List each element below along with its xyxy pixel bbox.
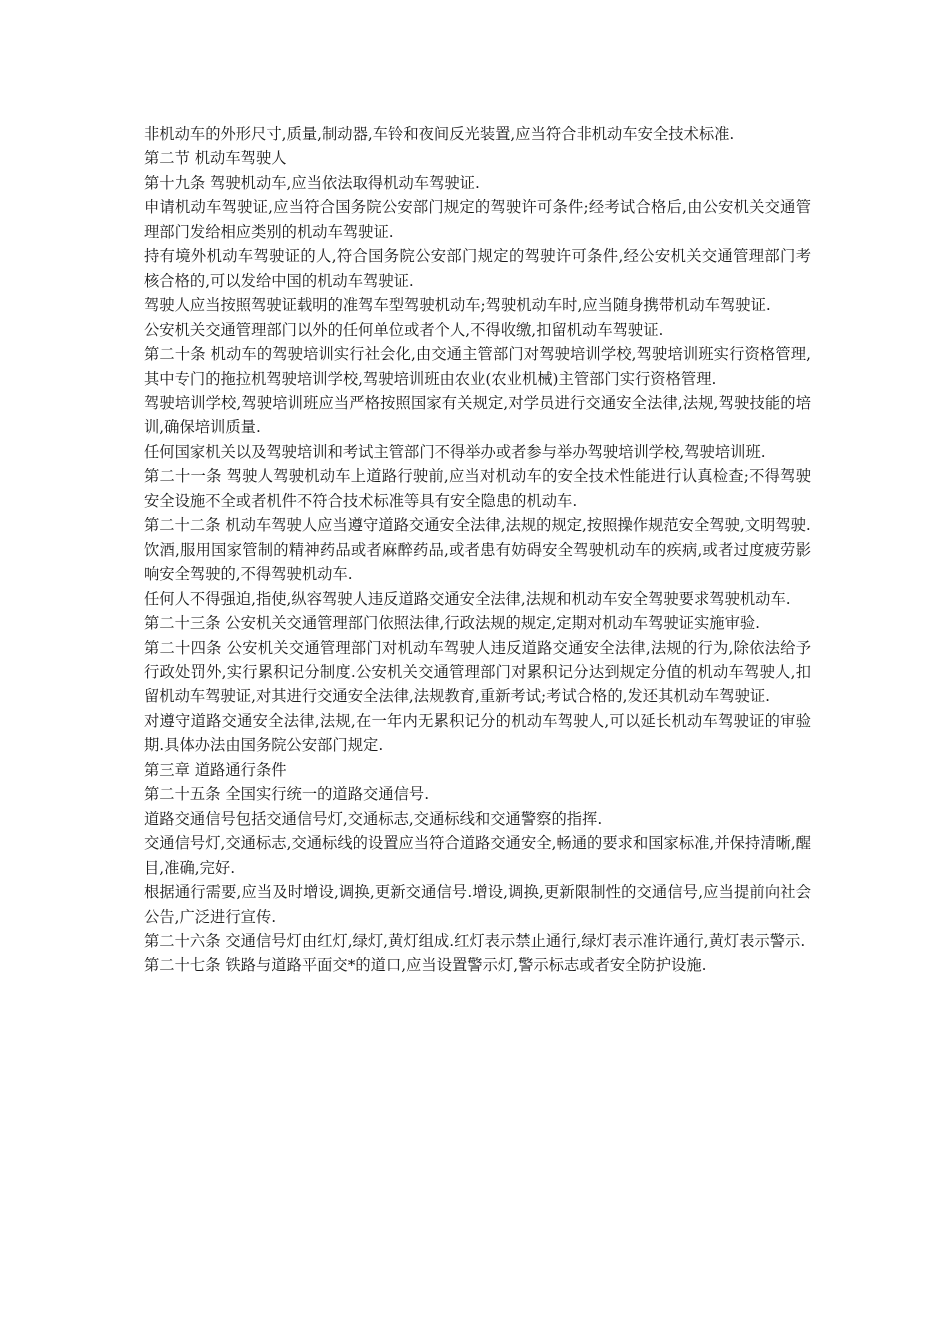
- article-paragraph: 第二十三条 公安机关交通管理部门依照法律,行政法规的规定,定期对机动车驾驶证实施审验.: [144, 614, 761, 633]
- paragraph: 对遵守道路交通安全法律,法规,在一年内无累积记分的机动车驾驶人,可以延长机动车驾驶证的审验期.具体办法由国务院公安部门规定.: [144, 711, 811, 755]
- paragraph: 饮酒,服用国家管制的精神药品或者麻醉药品,或者患有妨碍安全驾驶机动车的疾病,或者过度疲劳影响安全驾驶的,不得驾驶机动车.: [144, 540, 811, 584]
- paragraph: 持有境外机动车驾驶证的人,符合国务院公安部门规定的驾驶许可条件,经公安机关交通管理部门考核合格的,可以发给中国的机动车驾驶证.: [144, 247, 811, 290]
- article-paragraph: 第二十四条 公安机关交通管理部门对机动车驾驶人违反道路交通安全法律,法规的行为,除依法给予行政处罚外,实行累积记分制度.公安机关交通管理部门对累积记分达到规定分值的机动车驾驶人,扣留机动车驾驶证,对其进行交通安全法律,法规教育,重新考试;考试合格的,发还其机动车驾驶证.: [144, 638, 811, 706]
- article-paragraph: 第二十二条 机动车驾驶人应当遵守道路交通安全法律,法规的规定,按照操作规范安全驾驶,文明驾驶.: [144, 516, 811, 535]
- article-paragraph: 第二十一条 驾驶人驾驶机动车上道路行驶前,应当对机动车的安全技术性能进行认真检查;不得驾驶安全设施不全或者机件不符合技术标准等具有安全隐患的机动车.: [144, 467, 811, 510]
- paragraph: 非机动车的外形尺寸,质量,制动器,车铃和夜间反光装置,应当符合非机动车安全技术标准.: [144, 125, 735, 143]
- paragraph: 任何国家机关以及驾驶培训和考试主管部门不得举办或者参与举办驾驶培训学校,驾驶培训班.: [144, 442, 766, 461]
- paragraph: 根据通行需要,应当及时增设,调换,更新交通信号.增设,调换,更新限制性的交通信号,应当提前向社会公告,广泛进行宣传.: [144, 883, 811, 926]
- document-body: [144, 122, 811, 978]
- paragraph: 驾驶培训学校,驾驶培训班应当严格按照国家有关规定,对学员进行交通安全法律,法规,驾驶技能的培训,确保培训质量.: [144, 393, 811, 437]
- article-paragraph: 第二十五条 全国实行统一的道路交通信号.: [144, 785, 430, 804]
- article-paragraph: 第十九条 驾驶机动车,应当依法取得机动车驾驶证.: [144, 173, 480, 192]
- article-paragraph: 第二十条 机动车的驾驶培训实行社会化,由交通主管部门对驾驶培训学校,驾驶培训班实行资格管理,其中专门的拖拉机驾驶培训学校,驾驶培训班由农业(农业机械)主管部门实行资格管理.: [144, 345, 811, 388]
- chapter-heading: 第三章 道路通行条件: [144, 760, 287, 779]
- article-paragraph: 第二十六条 交通信号灯由红灯,绿灯,黄灯组成.红灯表示禁止通行,绿灯表示准许通行,黄灯表示警示.: [144, 931, 806, 950]
- paragraph: 公安机关交通管理部门以外的任何单位或者个人,不得收缴,扣留机动车驾驶证.: [144, 320, 664, 339]
- paragraph: 任何人不得强迫,指使,纵容驾驶人违反道路交通安全法律,法规和机动车安全驾驶要求驾驶机动车.: [144, 589, 791, 608]
- paragraph: 申请机动车驾驶证,应当符合国务院公安部门规定的驾驶许可条件;经考试合格后,由公安机关交通管理部门发给相应类别的机动车驾驶证.: [144, 198, 811, 241]
- article-paragraph: 第二十七条 铁路与道路平面交*的道口,应当设置警示灯,警示标志或者安全防护设施.: [144, 956, 707, 975]
- section-heading: 第二节 机动车驾驶人: [144, 149, 287, 168]
- paragraph: 驾驶人应当按照驾驶证载明的准驾车型驾驶机动车;驾驶机动车时,应当随身携带机动车驾驶证.: [144, 296, 771, 315]
- paragraph: 道路交通信号包括交通信号灯,交通标志,交通标线和交通警察的指挥.: [144, 809, 603, 828]
- paragraph: 交通信号灯,交通标志,交通标线的设置应当符合道路交通安全,畅通的要求和国家标准,并保持清晰,醒目,准确,完好.: [144, 834, 811, 877]
